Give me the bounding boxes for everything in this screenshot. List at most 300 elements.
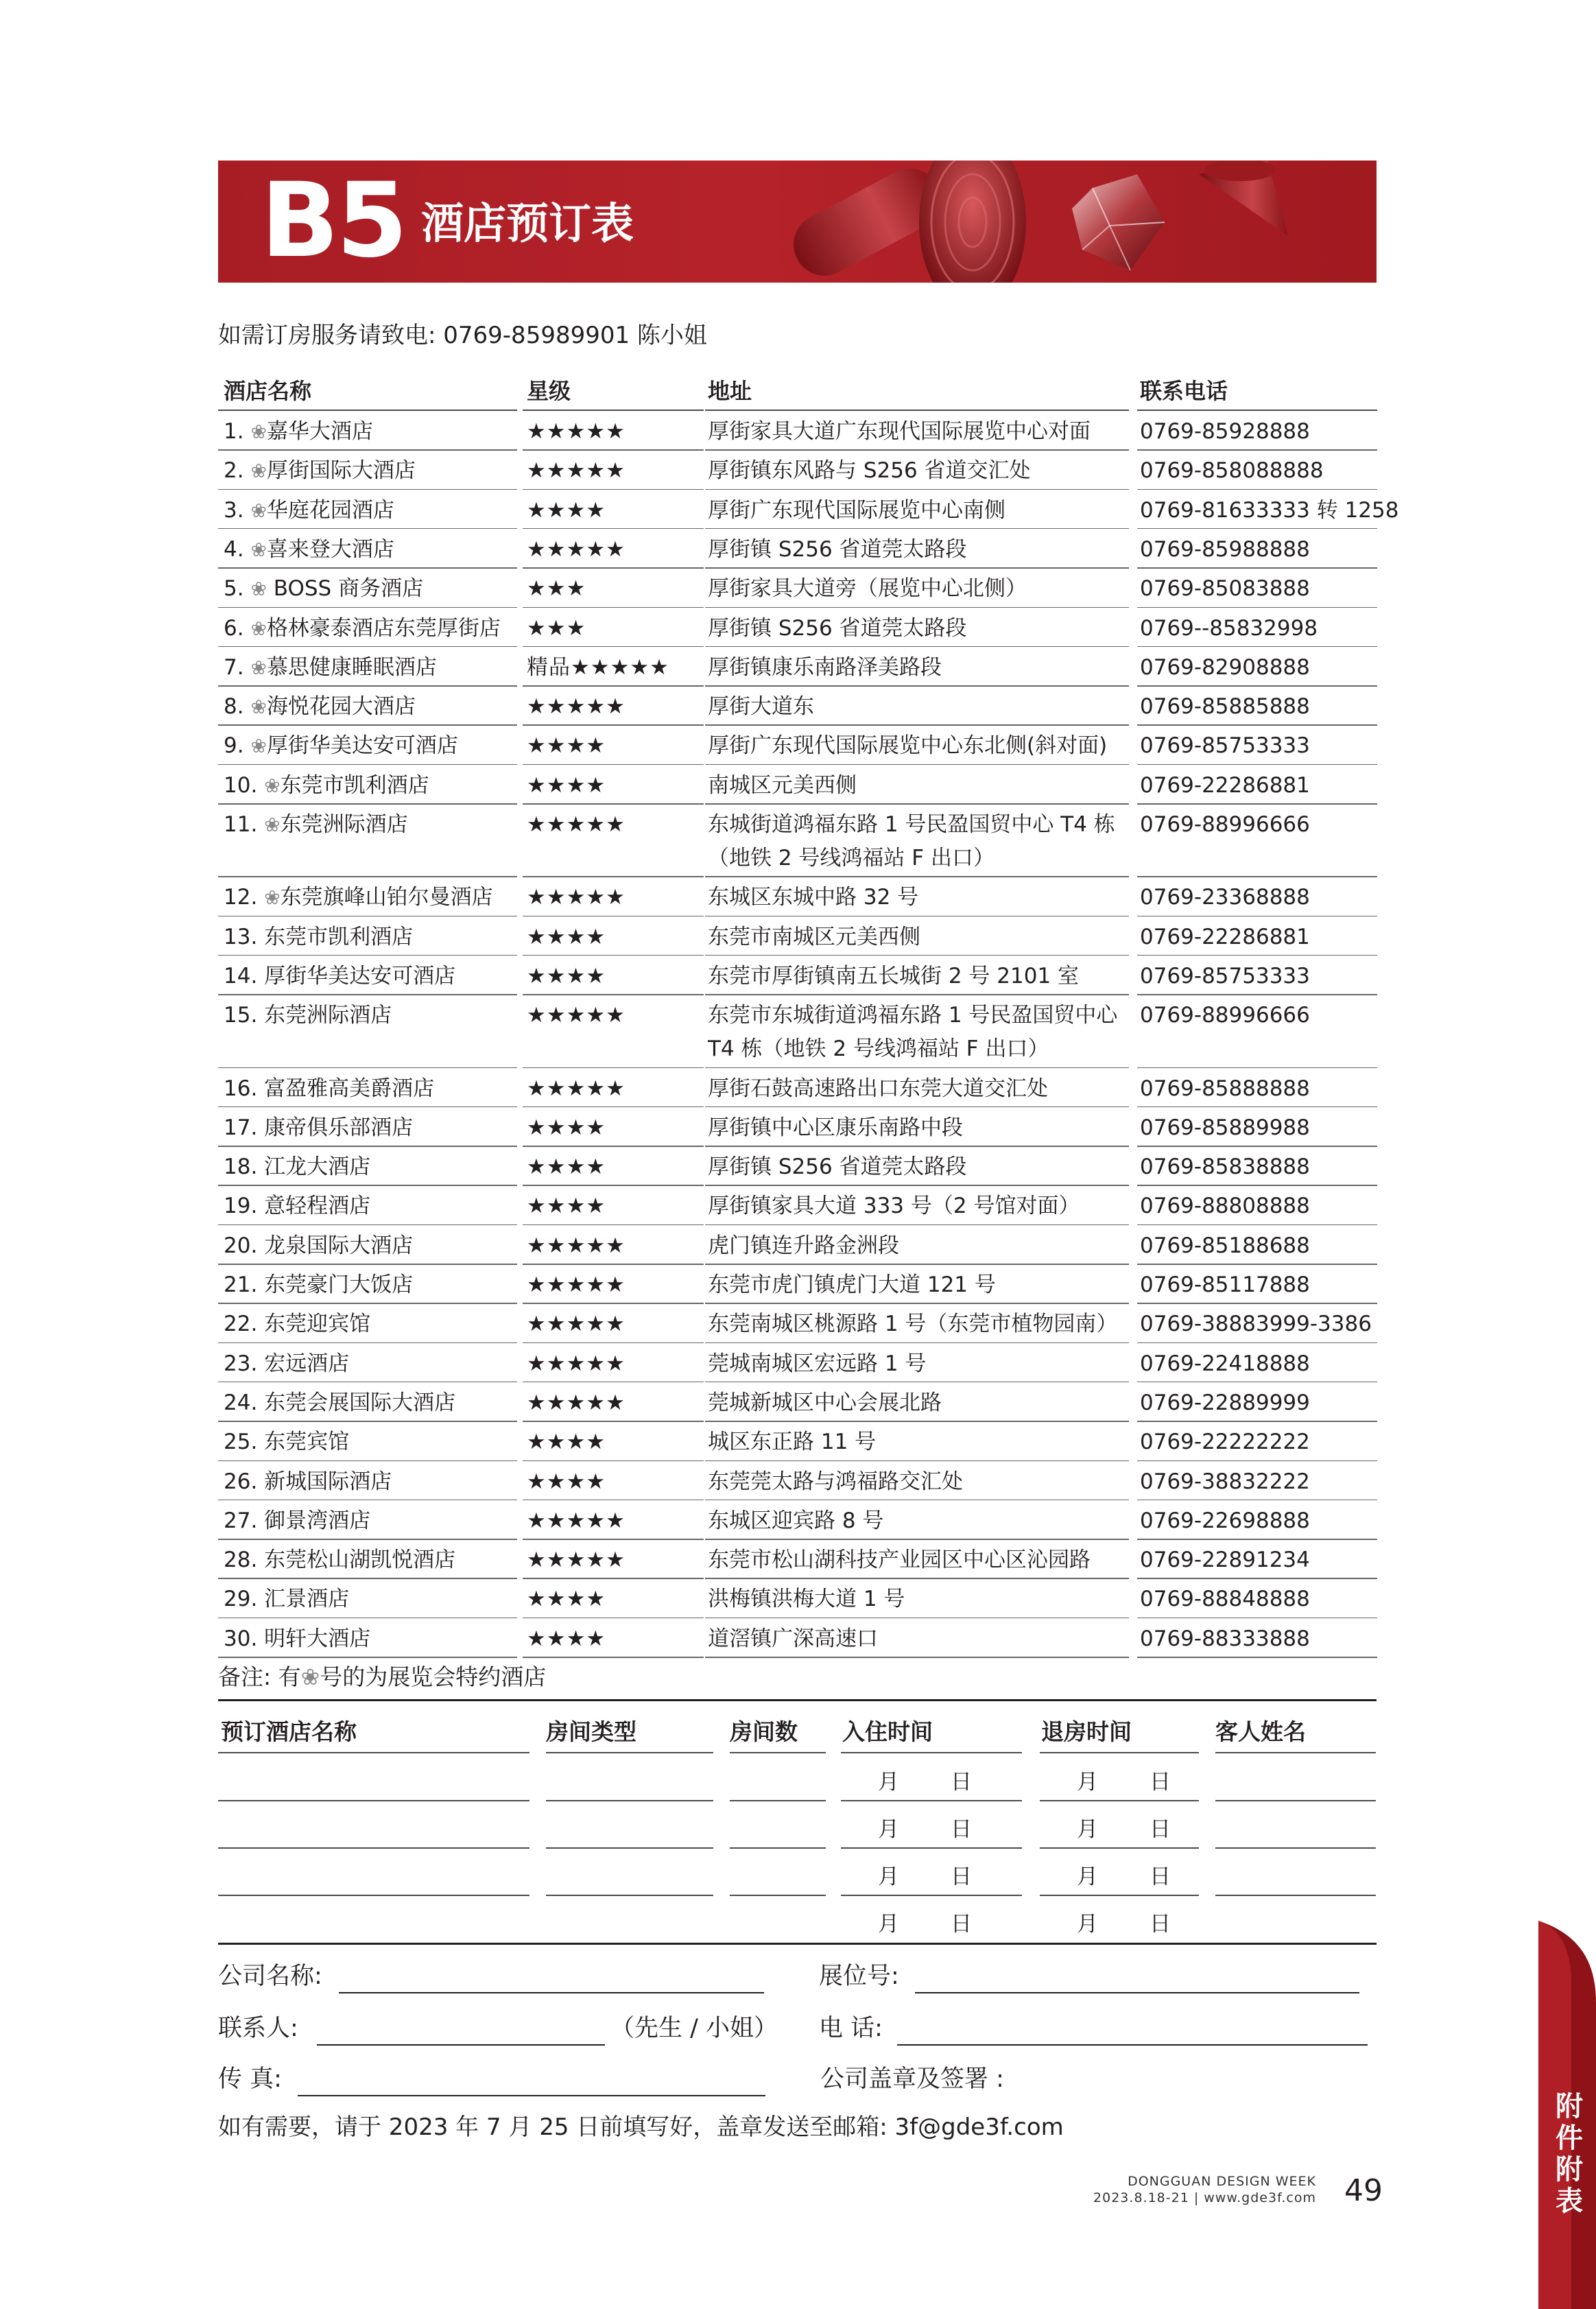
- row-rule: [1137, 994, 1377, 995]
- hotel-address: 东城区迎宾路 8 号: [708, 1508, 884, 1533]
- hotel-name: 27. 御景湾酒店: [224, 1508, 371, 1533]
- hotel-address: 厚街镇 S256 省道莞太路段: [708, 536, 967, 562]
- row-rule: [218, 1460, 517, 1462]
- row-rule: [705, 1185, 1129, 1186]
- hotel-address: 东莞市虎门镇虎门大道 121 号: [708, 1272, 996, 1297]
- row-rule: [705, 1264, 1129, 1265]
- row-rule: [705, 685, 1129, 687]
- partner-flower-icon: ❀: [250, 617, 267, 640]
- checkout-day: 日: [1150, 1817, 1171, 1842]
- hotel-phone: 0769-88996666: [1140, 812, 1310, 837]
- hotel-address: 厚街镇康乐南路泽美路段: [708, 654, 942, 680]
- row-rule: [523, 1421, 704, 1422]
- hotel-address: 洪梅镇洪梅大道 1 号: [708, 1587, 905, 1612]
- section-code: B5: [261, 161, 405, 281]
- booking-entry-field[interactable]: [218, 1800, 529, 1801]
- hotel-star-rating: ★★★★★: [527, 1272, 626, 1297]
- row-rule: [523, 876, 704, 877]
- row-rule: [218, 764, 517, 766]
- row-rule: [1137, 1106, 1377, 1108]
- row-rule: [705, 1500, 1129, 1501]
- booking-column-5: 客人姓名: [1215, 1718, 1306, 1745]
- hotel-name: 5. ❀ BOSS 商务酒店: [224, 576, 424, 602]
- checkout-day: 日: [1150, 1770, 1171, 1795]
- hotel-star-rating: ★★★★: [527, 963, 606, 988]
- checkin-day: 日: [951, 1770, 972, 1795]
- booking-bottom-rule: [218, 1943, 1377, 1945]
- hotel-star-rating: ★★★★★: [527, 1390, 626, 1415]
- booking-entry-field[interactable]: [546, 1800, 713, 1801]
- hotel-phone: 0769-22698888: [1140, 1508, 1310, 1533]
- partner-flower-icon: ❀: [264, 814, 281, 836]
- hotel-phone: 0769-38832222: [1140, 1469, 1310, 1494]
- row-rule: [218, 1067, 517, 1069]
- hotel-star-rating: ★★★★★: [527, 419, 626, 444]
- hotel-star-rating: ★★★★: [527, 924, 606, 949]
- brand-name: DONGGUAN DESIGN WEEK: [1128, 2174, 1316, 2189]
- row-rule: [1137, 916, 1377, 917]
- row-rule: [218, 1421, 517, 1422]
- row-rule: [218, 955, 517, 956]
- hotel-address: 东莞莞太路与鸿福路交汇处: [708, 1469, 963, 1494]
- hotel-address: 厚街广东现代国际展览中心东北侧(斜对面): [708, 733, 1108, 759]
- fax-label: 传 真:: [218, 2065, 282, 2093]
- checkout-month: 月: [1077, 1770, 1098, 1795]
- hotel-star-rating: ★★★★★: [527, 812, 626, 837]
- brand-date-url: 2023.8.18-21 | www.gde3f.com: [1093, 2190, 1316, 2205]
- row-rule: [218, 803, 517, 805]
- booking-entry-field[interactable]: [546, 1895, 713, 1896]
- row-rule: [1137, 764, 1377, 766]
- row-rule: [1137, 724, 1377, 726]
- row-rule: [218, 1146, 517, 1147]
- row-rule: [1137, 1342, 1377, 1344]
- row-rule: [705, 1578, 1129, 1579]
- hotel-star-rating: ★★★★: [527, 733, 606, 759]
- booth-field[interactable]: [915, 1992, 1359, 1993]
- table-header-1: 星级: [527, 378, 571, 404]
- hotel-star-rating: ★★★★★: [527, 1312, 626, 1337]
- booking-header-rule: [546, 1752, 713, 1753]
- hotel-star-rating: ★★★★★: [527, 458, 626, 484]
- row-rule: [218, 489, 517, 490]
- partner-flower-icon: ❀: [250, 656, 267, 679]
- hotel-star-rating: ★★★★: [527, 772, 606, 798]
- row-rule: [523, 1539, 704, 1540]
- hotel-phone: 0769-22889999: [1140, 1390, 1310, 1415]
- row-rule: [1137, 567, 1377, 569]
- hotel-address: 东莞市厚街镇南五长城街 2 号 2101 室: [708, 963, 1080, 988]
- row-rule: [705, 1421, 1129, 1422]
- hotel-phone: 0769-81633333 转 1258: [1140, 497, 1399, 523]
- hotel-name: 26. 新城国际酒店: [224, 1469, 392, 1494]
- row-rule: [1137, 955, 1377, 956]
- hotel-phone: 0769-22891234: [1140, 1548, 1310, 1573]
- row-rule: [1137, 1657, 1377, 1658]
- row-rule: [1137, 1067, 1377, 1069]
- checkin-day: 日: [951, 1864, 972, 1889]
- hotel-name: 4. ❀喜来登大酒店: [224, 536, 394, 562]
- booking-entry-field[interactable]: [730, 1847, 826, 1849]
- hotel-address: 厚街镇 S256 省道莞太路段: [708, 615, 967, 641]
- hotel-name: 1. ❀嘉华大酒店: [224, 419, 373, 444]
- row-rule: [705, 994, 1129, 995]
- hotel-phone: 0769-85885888: [1140, 694, 1310, 720]
- hotel-star-rating: ★★★★★: [527, 1003, 626, 1028]
- row-rule: [705, 567, 1129, 569]
- booking-column-2: 房间数: [730, 1718, 798, 1745]
- row-rule: [218, 916, 517, 917]
- row-rule: [705, 1342, 1129, 1344]
- row-rule: [523, 1342, 704, 1344]
- hotel-phone: 0769-23368888: [1140, 885, 1310, 910]
- hotel-name: 18. 江龙大酒店: [224, 1154, 371, 1180]
- booth-label: 展位号:: [819, 1963, 899, 1990]
- header-banner: [218, 161, 1377, 283]
- hotel-address: 东莞市松山湖科技产业园区中心区沁园路: [708, 1548, 1091, 1573]
- booking-column-4: 退房时间: [1041, 1718, 1132, 1745]
- row-rule: [218, 1382, 517, 1383]
- hotel-star-rating: ★★★★: [527, 1430, 606, 1455]
- hotel-name: 12. ❀东莞旗峰山铂尔曼酒店: [224, 885, 493, 910]
- hotel-name: 25. 东莞宾馆: [224, 1430, 350, 1455]
- hotel-address: 城区东正路 11 号: [708, 1430, 877, 1455]
- company-field[interactable]: [339, 1992, 764, 1993]
- row-rule: [705, 1224, 1129, 1226]
- hotel-phone: 0769-85928888: [1140, 419, 1310, 444]
- hotel-name: 10. ❀东莞市凯利酒店: [224, 772, 429, 798]
- row-rule: [1137, 489, 1377, 490]
- row-rule: [523, 528, 704, 530]
- hotel-phone: 0769-88808888: [1140, 1194, 1310, 1219]
- row-rule: [523, 1146, 704, 1147]
- hotel-star-rating: ★★★★★: [527, 1548, 626, 1573]
- booking-entry-field[interactable]: [730, 1895, 826, 1896]
- partner-flower-icon: ❀: [250, 696, 267, 719]
- booking-entry-field[interactable]: [841, 1800, 1022, 1801]
- stamp-label: 公司盖章及签署 :: [820, 2065, 1004, 2093]
- table-header-3: 联系电话: [1140, 378, 1228, 404]
- hotel-address: 虎门镇连升路金洲段: [708, 1233, 899, 1258]
- hotel-name: 14. 厚街华美达安可酒店: [224, 963, 456, 988]
- booking-entry-field[interactable]: [1040, 1895, 1199, 1896]
- submission-instruction: 如有需要，请于 2023 年 7 月 25 日前填写好，盖章发送至邮箱: 3f@gde3f.com: [218, 2113, 1064, 2141]
- row-rule: [523, 449, 704, 451]
- checkout-day: 日: [1150, 1864, 1171, 1889]
- hotel-address: 东城街道鸿福东路 1 号民盈国贸中心 T4 栋: [708, 812, 1115, 837]
- row-rule: [1137, 1185, 1377, 1186]
- partner-flower-icon: ❀: [250, 735, 267, 758]
- row-rule: [1137, 1224, 1377, 1226]
- hotel-address: 厚街家具大道广东现代国际展览中心对面: [708, 419, 1091, 444]
- hotel-address: 厚街大道东: [708, 694, 814, 720]
- row-rule: [523, 1106, 704, 1108]
- row-rule: [218, 1264, 517, 1265]
- row-rule: [523, 646, 704, 648]
- hotel-name: 16. 富盈雅高美爵酒店: [224, 1076, 435, 1101]
- row-rule: [218, 1342, 517, 1344]
- hotel-name: 23. 宏远酒店: [224, 1351, 350, 1376]
- table-header-0: 酒店名称: [224, 378, 312, 404]
- hotel-name: 2. ❀厚街国际大酒店: [224, 458, 416, 484]
- row-rule: [523, 685, 704, 687]
- row-rule: [705, 489, 1129, 490]
- row-rule: [218, 449, 517, 451]
- row-rule: [1137, 1460, 1377, 1462]
- row-rule: [1137, 1303, 1377, 1304]
- hotel-star-rating: ★★★: [527, 576, 586, 602]
- row-rule: [705, 1067, 1129, 1069]
- header-rule: [218, 410, 517, 411]
- hotel-address: （地铁 2 号线鸿福站 F 出口）: [708, 846, 994, 871]
- row-rule: [218, 607, 517, 608]
- hotel-address: 南城区元美西侧: [708, 772, 857, 798]
- booking-entry-field[interactable]: [1040, 1800, 1199, 1801]
- hotel-star-rating: ★★★★★: [527, 1351, 626, 1376]
- hotel-address: 东莞市南城区元美西侧: [708, 924, 920, 949]
- booking-column-0: 预订酒店名称: [221, 1718, 357, 1745]
- side-tab-label: 附 件 附 表: [1556, 2091, 1583, 2217]
- hotel-phone: 0769-38883999-3386: [1140, 1312, 1372, 1337]
- booking-header-rule: [841, 1752, 1022, 1753]
- table-header-2: 地址: [708, 378, 752, 404]
- checkout-month: 月: [1077, 1817, 1098, 1842]
- hotel-name: 13. 东莞市凯利酒店: [224, 924, 414, 949]
- booking-entry-field[interactable]: [218, 1847, 529, 1849]
- hotel-address: 厚街石鼓高速路出口东莞大道交汇处: [708, 1076, 1048, 1101]
- row-rule: [218, 646, 517, 648]
- hotel-name: 8. ❀海悦花园大酒店: [224, 694, 416, 720]
- row-rule: [523, 1303, 704, 1304]
- row-rule: [523, 1657, 704, 1658]
- phone-label: 电 话:: [819, 2015, 883, 2042]
- hotel-name: 30. 明轩大酒店: [224, 1626, 371, 1651]
- hotel-phone: 0769-22286881: [1140, 772, 1310, 798]
- row-rule: [218, 1106, 517, 1108]
- row-rule: [705, 1382, 1129, 1383]
- hotel-phone: 0769-85888888: [1140, 1076, 1310, 1101]
- hotel-phone: 0769-85838888: [1140, 1154, 1310, 1180]
- note-divider: [218, 1699, 1377, 1701]
- row-rule: [1137, 685, 1377, 687]
- row-rule: [218, 1185, 517, 1186]
- row-rule: [218, 724, 517, 726]
- hotel-phone: 0769-88996666: [1140, 1003, 1310, 1028]
- hotel-name: 24. 东莞会展国际大酒店: [224, 1390, 456, 1415]
- hotel-star-rating: ★★★★: [527, 1626, 606, 1651]
- partner-flower-icon: ❀: [264, 774, 281, 797]
- checkin-month: 月: [878, 1817, 899, 1842]
- page-title: 酒店预订表: [421, 198, 634, 248]
- company-label: 公司名称:: [218, 1963, 322, 1990]
- row-rule: [523, 1460, 704, 1462]
- booking-entry-field[interactable]: [1215, 1847, 1376, 1849]
- checkin-month: 月: [878, 1912, 899, 1937]
- hotel-phone: 0769-85988888: [1140, 536, 1310, 562]
- hotel-name: 20. 龙泉国际大酒店: [224, 1233, 414, 1258]
- row-rule: [523, 1264, 704, 1265]
- row-rule: [218, 1657, 517, 1658]
- row-rule: [1137, 876, 1377, 877]
- row-rule: [705, 803, 1129, 805]
- row-rule: [705, 449, 1129, 451]
- booking-entry-field[interactable]: [1215, 1895, 1376, 1896]
- hotel-phone: 0769-85188688: [1140, 1233, 1310, 1258]
- row-rule: [705, 955, 1129, 956]
- booking-entry-field[interactable]: [218, 1895, 529, 1896]
- hotel-star-rating: 精品★★★★★: [527, 654, 669, 680]
- hotel-name: 19. 意轻程酒店: [224, 1194, 371, 1219]
- hotel-star-rating: ★★★★: [527, 497, 606, 523]
- checkout-month: 月: [1077, 1912, 1098, 1937]
- row-rule: [705, 876, 1129, 877]
- hotel-address: T4 栋（地铁 2 号线鸿福站 F 出口）: [708, 1037, 1049, 1062]
- booking-entry-field[interactable]: [1040, 1847, 1199, 1849]
- row-rule: [218, 1578, 517, 1579]
- row-rule: [218, 1539, 517, 1540]
- hotel-address: 东莞市东城街道鸿福东路 1 号民盈国贸中心: [708, 1003, 1118, 1028]
- row-rule: [1137, 1382, 1377, 1383]
- row-rule: [523, 916, 704, 917]
- booking-entry-field[interactable]: [730, 1800, 826, 1801]
- hotel-name: 22. 东莞迎宾馆: [224, 1312, 371, 1337]
- row-rule: [218, 876, 517, 877]
- page-number: 49: [1344, 2173, 1383, 2208]
- hotel-phone: 0769-85083888: [1140, 576, 1310, 602]
- row-rule: [1137, 1146, 1377, 1147]
- booking-header-rule: [218, 1752, 529, 1753]
- hotel-phone: 0769-82908888: [1140, 654, 1310, 680]
- hotel-star-rating: ★★★★: [527, 1154, 606, 1180]
- booking-contact: 如需订房服务请致电: 0769-85989901 陈小姐: [218, 322, 707, 349]
- booking-header-rule: [730, 1752, 826, 1753]
- hotel-address: 厚街广东现代国际展览中心南侧: [708, 497, 1005, 523]
- row-rule: [523, 994, 704, 995]
- hotel-address: 东莞南城区桃源路 1 号（东莞市植物园南）: [708, 1312, 1118, 1337]
- row-rule: [218, 1500, 517, 1501]
- row-rule: [1137, 803, 1377, 805]
- hotel-name: 29. 汇景酒店: [224, 1587, 350, 1612]
- row-rule: [705, 724, 1129, 726]
- hotel-address: 东城区东城中路 32 号: [708, 885, 919, 910]
- booking-header-rule: [1040, 1752, 1199, 1753]
- table-note: 备注: 有❀号的为展览会特约酒店: [218, 1663, 547, 1690]
- hotel-phone: 0769--85832998: [1140, 615, 1318, 641]
- row-rule: [1137, 1500, 1377, 1501]
- row-rule: [523, 489, 704, 490]
- hotel-star-rating: ★★★★★: [527, 536, 626, 562]
- hotel-star-rating: ★★★★★: [527, 885, 626, 910]
- row-rule: [218, 567, 517, 569]
- row-rule: [1137, 646, 1377, 648]
- row-rule: [705, 1146, 1129, 1147]
- hotel-address: 厚街镇东风路与 S256 省道交汇处: [708, 458, 1031, 484]
- row-rule: [1137, 1264, 1377, 1265]
- row-rule: [218, 1303, 517, 1304]
- row-rule: [218, 1618, 517, 1619]
- row-rule: [218, 994, 517, 995]
- hotel-name: 3. ❀华庭花园酒店: [224, 497, 394, 523]
- booking-column-1: 房间类型: [546, 1718, 636, 1745]
- row-rule: [1137, 607, 1377, 608]
- checkout-day: 日: [1150, 1912, 1171, 1937]
- hotel-phone: 0769-85753333: [1140, 963, 1310, 988]
- row-rule: [523, 764, 704, 766]
- booking-header-rule: [1215, 1752, 1376, 1753]
- hotel-star-rating: ★★★: [527, 615, 586, 641]
- hotel-star-rating: ★★★★★: [527, 1233, 626, 1258]
- row-rule: [218, 528, 517, 530]
- hotel-phone: 0769-22222222: [1140, 1430, 1310, 1455]
- row-rule: [705, 607, 1129, 608]
- header-rule: [1137, 410, 1377, 411]
- hotel-phone: 0769-22418888: [1140, 1351, 1310, 1376]
- row-rule: [705, 1539, 1129, 1540]
- hotel-name: 7. ❀慕思健康睡眠酒店: [224, 654, 437, 680]
- partner-flower-icon: ❀: [250, 499, 267, 522]
- row-rule: [705, 1657, 1129, 1658]
- hotel-phone: 0769-85117888: [1140, 1272, 1310, 1297]
- contact-person-label: 联系人:: [218, 2015, 298, 2042]
- hotel-address: 厚街家具大道旁（展览中心北侧）: [708, 576, 1027, 602]
- hotel-name: 21. 东莞豪门大饭店: [224, 1272, 414, 1297]
- booking-entry-field[interactable]: [1215, 1800, 1376, 1801]
- checkout-month: 月: [1077, 1864, 1098, 1889]
- checkin-month: 月: [878, 1770, 899, 1795]
- partner-flower-icon: ❀: [264, 886, 281, 910]
- hotel-star-rating: ★★★★: [527, 1194, 606, 1219]
- checkin-day: 日: [951, 1817, 972, 1842]
- hotel-name: 11. ❀东莞洲际酒店: [224, 812, 408, 837]
- row-rule: [523, 1067, 704, 1069]
- booking-entry-field[interactable]: [841, 1847, 1022, 1849]
- row-rule: [218, 685, 517, 687]
- row-rule: [705, 646, 1129, 648]
- row-rule: [523, 1382, 704, 1383]
- hotel-address: 厚街镇中心区康乐南路中段: [708, 1115, 963, 1140]
- partner-flower-icon: ❀: [250, 460, 267, 483]
- title-hint: （先生 / 小姐）: [610, 2015, 778, 2042]
- row-rule: [523, 1578, 704, 1579]
- booking-entry-field[interactable]: [841, 1895, 1022, 1896]
- hotel-address: 莞城南城区宏远路 1 号: [708, 1351, 927, 1376]
- row-rule: [523, 567, 704, 569]
- row-rule: [705, 1303, 1129, 1304]
- hotel-phone: 0769-85889988: [1140, 1115, 1310, 1140]
- row-rule: [523, 955, 704, 956]
- checkin-day: 日: [951, 1912, 972, 1937]
- hotel-address: 厚街镇 S256 省道莞太路段: [708, 1154, 967, 1180]
- contact-person-field[interactable]: [317, 2044, 605, 2046]
- row-rule: [523, 1500, 704, 1501]
- hotel-phone: 0769-22286881: [1140, 924, 1310, 949]
- row-rule: [705, 1618, 1129, 1619]
- hotel-name: 9. ❀厚街华美达安可酒店: [224, 733, 458, 759]
- row-rule: [705, 916, 1129, 917]
- partner-flower-icon: ❀: [300, 1663, 320, 1690]
- header-rule: [705, 410, 1129, 411]
- phone-field[interactable]: [897, 2044, 1368, 2046]
- row-rule: [705, 528, 1129, 530]
- booking-entry-field[interactable]: [546, 1847, 713, 1849]
- partner-flower-icon: ❀: [250, 538, 267, 561]
- hotel-star-rating: ★★★★★: [527, 694, 626, 720]
- brand-footer: [1093, 2173, 1316, 2206]
- row-rule: [1137, 1578, 1377, 1579]
- row-rule: [1137, 1421, 1377, 1422]
- hotel-address: 莞城新城区中心会展北路: [708, 1390, 942, 1415]
- fax-field[interactable]: [298, 2095, 765, 2096]
